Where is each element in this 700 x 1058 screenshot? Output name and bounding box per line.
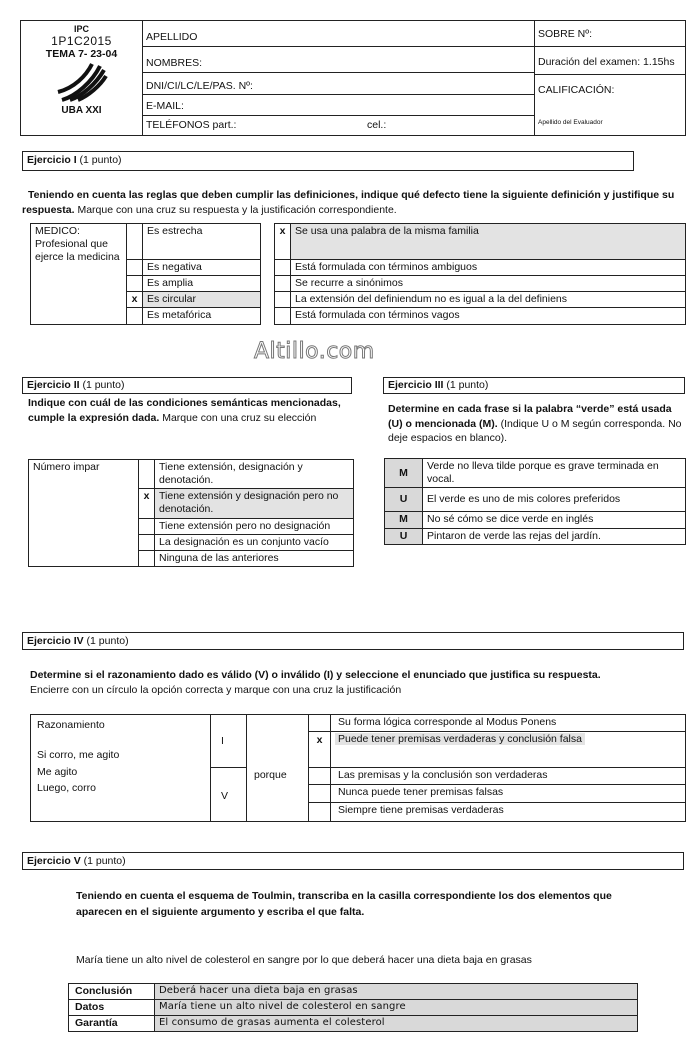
ej1-just-mark[interactable] xyxy=(275,292,291,308)
ej4-just-label: Nunca puede tener premisas falsas xyxy=(338,786,504,798)
ej3-mark[interactable]: M xyxy=(385,459,423,488)
ej1-row xyxy=(31,276,686,292)
toulmin-label: Datos xyxy=(69,1000,155,1016)
ej1-just-mark[interactable] xyxy=(275,308,291,324)
ej2-option: Tiene extensión pero no designación xyxy=(155,518,354,534)
ej2-prompt xyxy=(28,396,350,425)
ej2-mark[interactable] xyxy=(139,460,155,489)
dni-label: DNI/CI/LC/LE/PAS. Nº: xyxy=(146,80,253,92)
telefonos-field[interactable] xyxy=(143,116,534,135)
ej3-title-bold: Ejercicio III xyxy=(388,379,444,391)
admin-fields xyxy=(535,21,685,135)
ej5-table xyxy=(68,983,638,1032)
ej3-title-rest: (1 punto) xyxy=(443,379,489,391)
header-logo-block xyxy=(21,21,143,135)
option-v-label: V xyxy=(221,790,229,802)
ej1-just-label: Se usa una palabra de la misma familia xyxy=(291,224,686,260)
toulmin-row xyxy=(69,1016,638,1032)
ej4-title-bold: Ejercicio IV xyxy=(27,635,84,647)
evaluador-label: Apellido del Evaluador xyxy=(538,119,603,126)
ej1-table xyxy=(30,223,686,325)
toulmin-row xyxy=(69,984,638,1000)
ej4-justifications xyxy=(309,715,685,821)
ej4-just-mark[interactable] xyxy=(309,803,331,821)
apellido-label: APELLIDO xyxy=(146,31,198,43)
ej5-title-rest: (1 punto) xyxy=(80,855,126,867)
exam-header xyxy=(20,20,686,136)
toulmin-label: Conclusión xyxy=(69,984,155,1000)
ej3-table xyxy=(384,458,686,545)
ej1-just-mark[interactable]: x xyxy=(275,224,291,260)
ej2-mark[interactable]: x xyxy=(139,489,155,518)
ej4-table xyxy=(30,714,686,822)
ej4-title-rest: (1 punto) xyxy=(83,635,129,647)
ej2-title xyxy=(22,377,352,394)
option-i[interactable] xyxy=(211,715,247,768)
ej1-defect-label: Es amplia xyxy=(143,276,261,292)
ej1-title xyxy=(22,151,634,171)
reasoning-line: Me agito xyxy=(37,765,78,778)
porque-label: porque xyxy=(254,769,287,781)
option-v[interactable] xyxy=(211,768,247,821)
ej1-defect-label: Es estrecha xyxy=(143,224,261,260)
ej4-just-row xyxy=(309,715,685,732)
ej3-mark[interactable]: U xyxy=(385,488,423,512)
ej1-spacer xyxy=(261,308,275,324)
ej3-sentence: No sé cómo se dice verde en inglés xyxy=(423,512,686,528)
ej2-option: Tiene extensión, designación y denotación. xyxy=(155,460,354,489)
apellido-field[interactable] xyxy=(143,21,534,47)
ej4-just-label: Puede tener premisas verdaderas y conclusión falsa xyxy=(335,733,585,745)
ej3-row xyxy=(385,512,686,528)
ej3-sentence: El verde es uno de mis colores preferidos xyxy=(423,488,686,512)
cel-label: cel.: xyxy=(367,119,387,131)
tema: TEMA 7- 23-04 xyxy=(45,48,118,60)
ej1-defect-label: Es negativa xyxy=(143,260,261,276)
dni-field[interactable] xyxy=(143,73,534,95)
porque xyxy=(247,715,309,821)
ej2-title-bold: Ejercicio II xyxy=(27,379,80,391)
ej4-prompt-bold: Determine si el razonamiento dado es válido (V) o inválido (I) y seleccione el enunciado que justifica su respuesta. xyxy=(30,669,601,681)
ej1-prompt-bold: Teniendo en cuenta las reglas que deben cumplir las definiciones, indique qué defecto tiene la siguiente definición y justifique su respuesta. xyxy=(22,189,675,216)
ej1-just-label: La extensión del definiendum no es igual a la del definiens xyxy=(291,292,686,308)
ej1-defect-label: Es circular xyxy=(143,292,261,308)
ej1-title-bold: Ejercicio I xyxy=(27,154,77,166)
exam-code: 1P1C2015 xyxy=(51,34,112,48)
logo-text: UBA XXI xyxy=(61,105,102,116)
ej1-defect-mark[interactable] xyxy=(127,260,143,276)
nombres-field[interactable] xyxy=(143,47,534,73)
ej1-definition: MEDICO: Profesional que ejerce la medicina xyxy=(31,224,127,325)
ej2-option: Tiene extensión y designación pero no denotación. xyxy=(155,489,354,518)
ej4-just-row xyxy=(309,768,685,785)
ej2-option: La designación es un conjunto vacío xyxy=(155,534,354,550)
ej1-just-label: Está formulada con términos ambiguos xyxy=(291,260,686,276)
ej1-defect-label: Es metafórica xyxy=(143,308,261,324)
ej3-prompt-bold: Determine en cada frase si la palabra “verde” está usada (U) o mencionada (M). xyxy=(388,403,672,430)
ej4-just-row xyxy=(309,803,685,821)
ej4-just-mark[interactable] xyxy=(309,785,331,802)
ej3-row xyxy=(385,488,686,512)
ej1-just-mark[interactable] xyxy=(275,260,291,276)
ej1-defect-mark[interactable] xyxy=(127,308,143,324)
ej1-prompt-rest: Marque con una cruz su respuesta y la justificación correspondiente. xyxy=(74,203,397,216)
ej1-prompt xyxy=(22,188,692,217)
ej1-spacer xyxy=(261,260,275,276)
ej5-prompt: Teniendo en cuenta el esquema de Toulmin, transcriba en la casilla correspondiente los dos elementos que aparecen en el siguiente argumento y escriba el que falta. xyxy=(76,890,612,919)
ej1-spacer xyxy=(261,276,275,292)
ej4-just-label: Las premisas y la conclusión son verdaderas xyxy=(338,769,548,781)
ej1-row xyxy=(31,292,686,308)
toulmin-value[interactable]: El consumo de grasas aumenta el colesterol xyxy=(155,1016,638,1032)
ej1-just-label: Se recurre a sinónimos xyxy=(291,276,686,292)
ej4-reasoning xyxy=(31,715,211,821)
ej1-row xyxy=(31,260,686,276)
ej2-expression: Número impar xyxy=(29,460,139,567)
ej1-title-rest: (1 punto) xyxy=(76,154,122,166)
ej4-prompt xyxy=(30,668,690,697)
email-label: E-MAIL: xyxy=(146,100,184,112)
ej2-option: Ninguna de las anteriores xyxy=(155,550,354,566)
duracion-label: Duración del examen: 1.15hs xyxy=(538,56,675,68)
toulmin-value[interactable]: María tiene un alto nivel de colesterol en sangre xyxy=(155,1000,638,1016)
ej2-prompt-rest: Marque con una cruz su elección xyxy=(159,411,317,424)
ej3-title xyxy=(383,377,685,394)
ej5-title-bold: Ejercicio V xyxy=(27,855,81,867)
ej4-just-row xyxy=(309,732,685,768)
ej3-sentence: Pintaron de verde las rejas del jardín. xyxy=(423,528,686,544)
option-i-label: I xyxy=(221,735,224,747)
ej3-row xyxy=(385,459,686,488)
ej1-row xyxy=(31,224,686,260)
ej4-just-label: Su forma lógica corresponde al Modus Ponens xyxy=(338,716,557,728)
ej4-prompt-rest: Encierre con un círculo la opción correcta y marque con una cruz la justificación xyxy=(30,683,402,696)
ej1-spacer xyxy=(261,292,275,308)
ej1-spacer xyxy=(261,224,275,260)
ej4-just-row xyxy=(309,785,685,803)
ej1-defect-mark[interactable] xyxy=(127,276,143,292)
ej3-mark[interactable]: M xyxy=(385,512,423,528)
ej2-table xyxy=(28,459,354,567)
ej2-mark[interactable] xyxy=(139,534,155,550)
ej2-title-rest: (1 punto) xyxy=(79,379,125,391)
ej3-prompt-rest: (Indique U o M según corresponda. No deje espacios en blanco). xyxy=(388,417,682,445)
toulmin-label: Garantía xyxy=(69,1016,155,1032)
ej1-just-label: Está formulada con términos vagos xyxy=(291,308,686,324)
ej2-row xyxy=(29,460,354,489)
ej5-title xyxy=(22,852,684,870)
ej3-prompt xyxy=(388,402,682,446)
reasoning-label: Razonamiento xyxy=(37,719,105,731)
ej4-just-mark[interactable]: x xyxy=(309,732,331,767)
sobre-field xyxy=(535,21,685,47)
reasoning-line: Luego, corro xyxy=(37,781,96,794)
ej3-sentence: Verde no lleva tilde porque es grave terminada en vocal. xyxy=(423,459,686,488)
ej2-mark[interactable] xyxy=(139,518,155,534)
ej4-title xyxy=(22,632,684,650)
student-fields xyxy=(143,21,535,135)
reasoning-line: Si corro, me agito xyxy=(37,749,120,762)
nombres-label: NOMBRES: xyxy=(146,57,203,69)
toulmin-row xyxy=(69,1000,638,1016)
watermark-text: Altillo.com xyxy=(254,339,375,364)
calificacion-field[interactable] xyxy=(535,75,685,135)
duracion-field xyxy=(535,47,685,75)
institution: IPC xyxy=(73,24,89,34)
calificacion-label: CALIFICACIÓN: xyxy=(538,84,615,96)
ej1-row xyxy=(31,308,686,324)
ej2-prompt-bold: Indique con cuál de las condiciones semánticas mencionadas, cumple la expresión dada. xyxy=(28,397,341,424)
ej5-argument: María tiene un alto nivel de colesterol en sangre por lo que deberá hacer una dieta baja en grasas xyxy=(76,954,532,966)
ej1-defect-mark[interactable] xyxy=(127,224,143,260)
ej3-row xyxy=(385,528,686,544)
ej1-just-mark[interactable] xyxy=(275,276,291,292)
ej3-mark[interactable]: U xyxy=(385,528,423,544)
toulmin-value[interactable]: Deberá hacer una dieta baja en grasas xyxy=(155,984,638,1000)
ej2-mark[interactable] xyxy=(139,550,155,566)
uba-logo-icon xyxy=(56,62,108,102)
ej4-just-mark[interactable] xyxy=(309,768,331,784)
sobre-label: SOBRE Nº: xyxy=(538,28,593,40)
ej4-just-mark[interactable] xyxy=(309,715,331,731)
ej4-just-label: Siempre tiene premisas verdaderas xyxy=(338,804,504,816)
email-field[interactable] xyxy=(143,95,534,116)
ej1-defect-mark[interactable]: x xyxy=(127,292,143,308)
telefonos-label: TELÉFONOS part.: xyxy=(146,119,237,131)
